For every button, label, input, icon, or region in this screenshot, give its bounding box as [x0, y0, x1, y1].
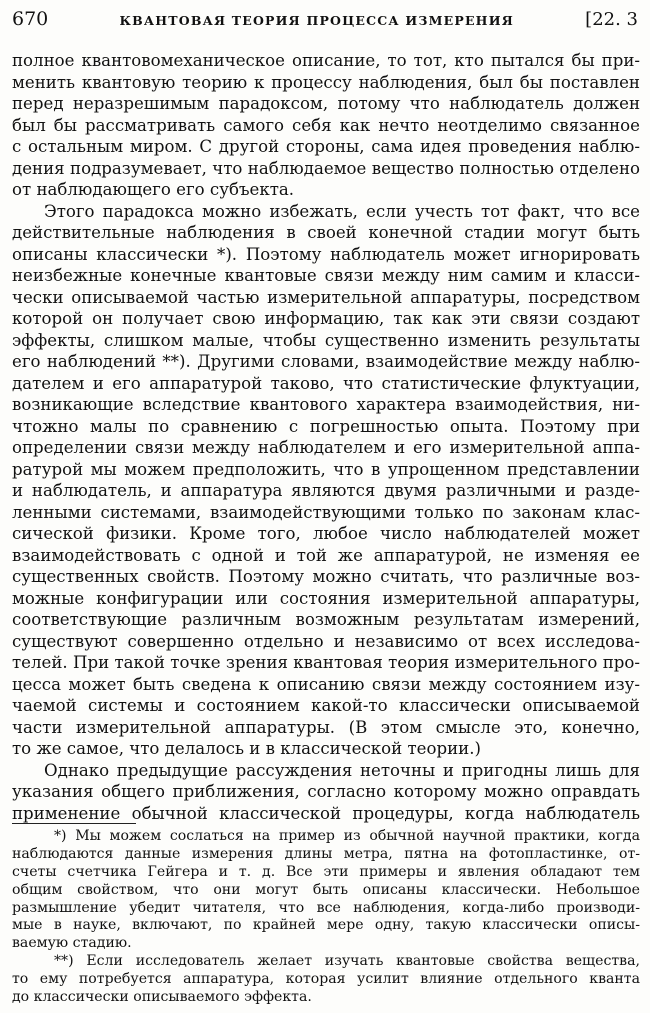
footnote-line: ваемую стадию.: [12, 935, 132, 952]
running-header: [12, 8, 638, 32]
text-line: эффекты, слишком малые, чтобы существенно изменить результаты: [12, 330, 640, 350]
footnote-line: счеты счетчика Гейгера и т. д. Все эти примеры и явления обладают тем: [12, 863, 640, 880]
footnote-line: *) Мы можем сослаться на пример из обычной научной практики, когда: [54, 828, 640, 844]
text-line: полное квантовомеханическое описание, то тот, кто пытался бы при-: [12, 51, 640, 70]
footnote-line: до классически описываемого эффекта.: [12, 989, 312, 1006]
text-line: цесса может быть сведена к описанию связи между состоянием изу-: [12, 674, 640, 694]
text-line: определении связи между наблюдателем и его измерительной аппа-: [12, 438, 640, 457]
text-line: возникающие вследствие квантового характера взаимодействия, ни-: [12, 395, 640, 414]
text-line: взаимодействовать с одной и той же аппаратурой, не изменяя ее: [12, 545, 640, 565]
text-line: чаемой системы и состоянием какой-то классически описываемой: [12, 696, 640, 715]
text-line: можные конфигурации или состояния измерительной аппаратуры,: [12, 588, 640, 608]
text-line: ратурой мы можем предположить, что в упрощенном представлении: [12, 459, 640, 479]
text-line: чтожно малы по сравнению с погрешностью опыта. Поэтому при: [12, 416, 640, 436]
text-line: описаны классически *). Поэтому наблюдатель может игнорировать: [12, 244, 640, 264]
footnote-line: общим свойством, что они могут быть описаны классически. Небольшое: [12, 881, 640, 898]
footnote-line: **) Если исследователь желает изучать квантовые свойства вещества,: [54, 953, 640, 970]
text-line: существенных свойств. Поэтому можно считать, что различные воз-: [12, 567, 640, 586]
text-line: телей. При такой точке зрения квантовая теория измерительного про-: [12, 653, 640, 672]
text-line: указания общего приближения, согласно которому можно оправдать: [12, 782, 640, 801]
text-line: существуют совершенно отдельно и независимо от всех исследова-: [12, 631, 640, 651]
text-line: части измерительной аппаратуры. (В этом смысле это, конечно,: [12, 717, 640, 737]
text-line: с остальным миром. С другой стороны, сама идея проведения наблю-: [12, 137, 640, 156]
text-line: чески описываемой частью измерительной аппаратуры, посредством: [12, 287, 640, 307]
text-line: и наблюдатель, и аппаратура являются двумя различными и разде-: [12, 481, 640, 500]
text-line: от наблюдающего его субъекта.: [12, 180, 295, 199]
text-line: менить квантовую теорию к процессу наблюдения, был бы поставлен: [12, 72, 640, 92]
text-line: Однако предыдущие рассуждения неточны и пригодны лишь для: [44, 760, 640, 780]
footnotes: [12, 828, 640, 1007]
text-line: перед неразрешимым парадоксом, потому что наблюдатель должен: [12, 94, 640, 113]
text-line: его наблюдений **). Другими словами, взаимодействие между наблю-: [12, 352, 640, 371]
text-line: которой он получает свою информацию, так как эти связи создают: [12, 309, 640, 328]
footnote-line: мые в науке, включают, по крайней мере одну, такую классически описы-: [12, 917, 640, 934]
footnote-line: то ему потребуется аппаратура, которая усилит влияние отдельного кванта: [12, 971, 640, 988]
section-number: [22. 3: [585, 9, 638, 30]
footnote-line: размышление убедит читателя, что все наблюдения, когда-либо производи-: [12, 899, 640, 916]
footnote-divider: [12, 823, 136, 824]
running-title: КВАНТОВАЯ ТЕОРИЯ ПРОЦЕССА ИЗМЕРЕНИЯ: [119, 13, 514, 28]
main-text: [12, 50, 640, 824]
text-line: неизбежные конечные квантовые связи между ним самим и класси-: [12, 266, 640, 285]
text-line: сической физики. Кроме того, любое число наблюдателей может: [12, 524, 640, 543]
page-number: 670: [12, 8, 49, 30]
text-line: применение обычной классической процедуры, когда наблюдатель: [12, 803, 640, 823]
text-line: ленными системами, взаимодействующими только по законам клас-: [12, 502, 640, 522]
text-line: действительные наблюдения в своей конечной стадии могут быть: [12, 223, 640, 242]
text-line: был бы рассматривать самого себя как нечто неотделимо связанное: [12, 115, 640, 135]
footnote-line: наблюдаются данные измерения длины метра, пятна на фотопластинке, от-: [12, 845, 640, 862]
text-line: то же самое, что делалось и в классической теории.): [12, 739, 481, 758]
text-line: дателем и его аппаратурой таково, что статистические флуктуации,: [12, 373, 640, 393]
text-line: дения подразумевает, что наблюдаемое вещество полностью отделено: [12, 158, 640, 178]
text-line: Этого парадокса можно избежать, если учесть тот факт, что все: [44, 201, 640, 221]
text-line: соответствующие различным возможным результатам измерений,: [12, 610, 640, 629]
